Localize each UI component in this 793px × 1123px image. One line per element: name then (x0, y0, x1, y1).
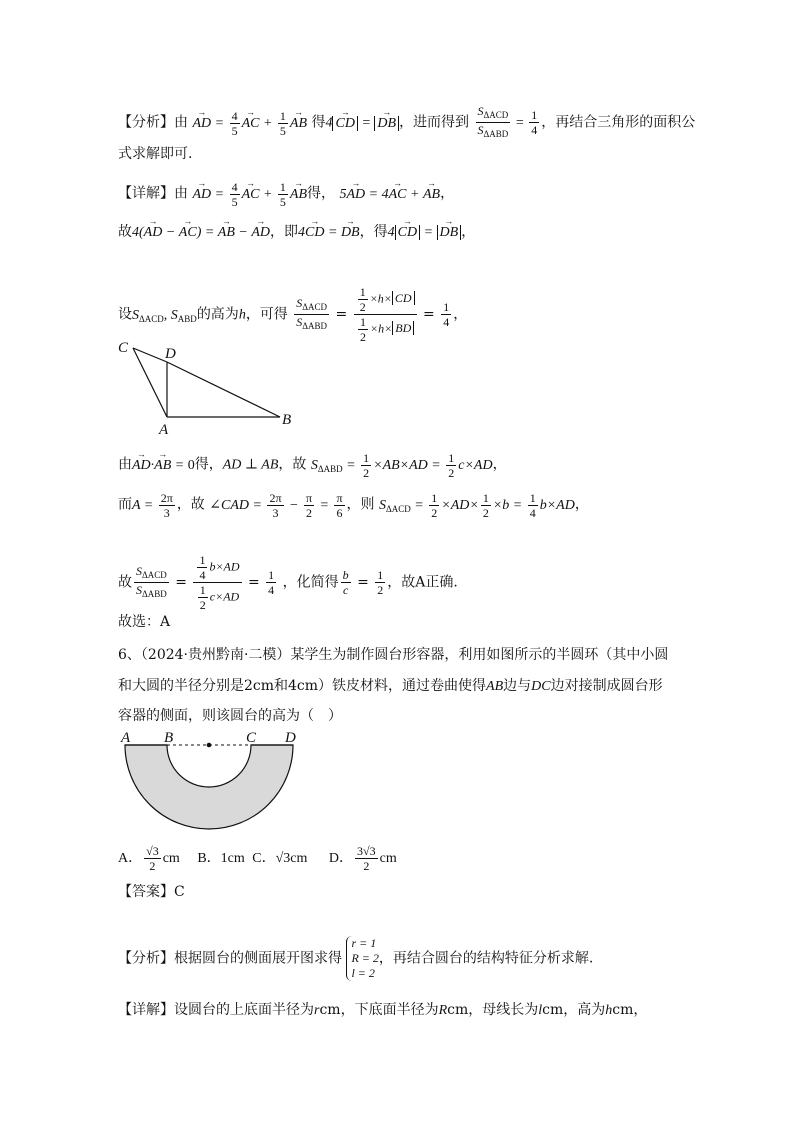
edge-cd (133, 348, 167, 362)
analysis-line-2: 式求解即可. (118, 146, 193, 162)
half-annulus-figure (115, 727, 315, 847)
detail-line-3: 设$S_{\Delta ACD}$, $S_{ABD}$的高为h，可得 $\frac{S_{\Delta ACD}}{S_{\Delta ABD}}$ = $\frac{1}{2}$ ×h× CD $\frac{1}{2}$ ×h× BD = $\frac{1}{4}$ ， (118, 285, 468, 344)
answer-line: 【答案】C (118, 884, 185, 900)
edge-db (167, 362, 280, 417)
options-line (118, 844, 397, 873)
label-b: B (164, 730, 174, 746)
detail-line-1: 【详解】由 → AD = $\frac{4}{5}$ → AC + $\frac{1}{5}$ → AB得， 5→ AD = 4→ AC + → AB， (118, 180, 454, 209)
label-a: A (159, 422, 169, 438)
detail-line-4: 由→ AD·→ AB = 0得，AD ⊥ AB，故 $S_{\Delta ABD}$ = $\frac{1}{2}$ ×AB×AD = $\frac{1}{2}$ c×AD， (118, 451, 507, 480)
label-c: C (118, 340, 129, 356)
label-d: D (285, 730, 296, 746)
equation-system: r = 1 R = 2 l = 2 (346, 936, 378, 981)
half-annulus (125, 745, 293, 829)
detail-tag: 【详解】 (118, 185, 174, 202)
option-c[interactable]: C．√3cm (252, 850, 308, 866)
vector-equation: → AD = $\frac{4}{5}$ → AC + $\frac{1}{5}$ → AB (192, 116, 307, 131)
detail-tag: 【详解】 (118, 1002, 174, 1018)
detail-line-6: 故 $\frac{S_{\Delta ACD}}{S_{\Delta ABD}}$ = $\frac{1}{4}$ b×AD $\frac{1}{2}$ c×AD = $\frac{1}{4}$ ，化简得 $\frac{b}{c}$ = $\frac{1}{2}$ ，故A正确. (118, 553, 458, 612)
detail-2-line: 【详解】设圆台的上底面半径为rcm，下底面半径为Rcm，母线长为lcm，高为hcm， (118, 1002, 648, 1018)
label-d: D (165, 346, 176, 362)
question-6-line-2: 和大圆的半径分别是2cm和4cm）铁皮材料，通过卷曲使得AB边与DC边对接制成圆台形 (118, 678, 663, 694)
analysis-line-1: 【分析】由 → AD = $\frac{4}{5}$ → AC + $\frac{1}{5}$ → AB 得4→ CD = → DB ，进而得到 $\frac{S_{\Delta ACD}}{S_{\Delta ABD}}$ = $\frac{1}{4}$ ，再结合三角形的面积公 (118, 104, 695, 141)
analysis-2-line: 【分析】根据圆台的侧面展开图求得 r = 1 R = 2 l = 2 ，再结合圆台的结构特征分析求解. (118, 936, 594, 980)
question-6-line-3: 容器的侧面，则该圆台的高为（ ） (118, 708, 342, 724)
label-b: B (282, 412, 292, 428)
label-c: C (246, 730, 257, 746)
question-6-line-1: 6、（2024·贵州黔南·二模）某学生为制作圆台形容器，利用如图所示的半圆环（其中小圆 (118, 647, 669, 663)
option-d[interactable]: D． $\frac{3√3}{2}$ cm (328, 844, 397, 873)
choice-line: 故选：A (118, 614, 171, 630)
detail-line-5: 而A = $\frac{2\pi}{3}$ ，故 ∠CAD = $\frac{2\pi}{3}$ − $\frac{\pi}{2}$ = $\frac{\pi}{6}$ ，则 $S_{\Delta ACD}$ = $\frac{1}{2}$ ×AD× $\frac{1}{2}$ ×b = $\frac{1}{4}$ b×AD， (118, 491, 589, 520)
label-a: A (121, 730, 131, 746)
detail-line-2: 故4(→ AD − → AC) = → AB − → AD，即4→ CD = → DB，得4→ CD = → DB ， (118, 222, 475, 243)
option-a[interactable]: A． $\frac{√3}{2}$ cm (118, 844, 180, 873)
option-b[interactable]: B．1cm (197, 850, 245, 866)
area-ratio: $\frac{S_{\Delta ACD}}{S_{\Delta ABD}}$ (477, 104, 509, 139)
triangle-figure (115, 338, 315, 438)
center-dot (207, 743, 212, 748)
analysis-tag: 【分析】 (118, 114, 174, 131)
edge-ca (133, 348, 167, 417)
analysis-tag: 【分析】 (118, 950, 174, 967)
